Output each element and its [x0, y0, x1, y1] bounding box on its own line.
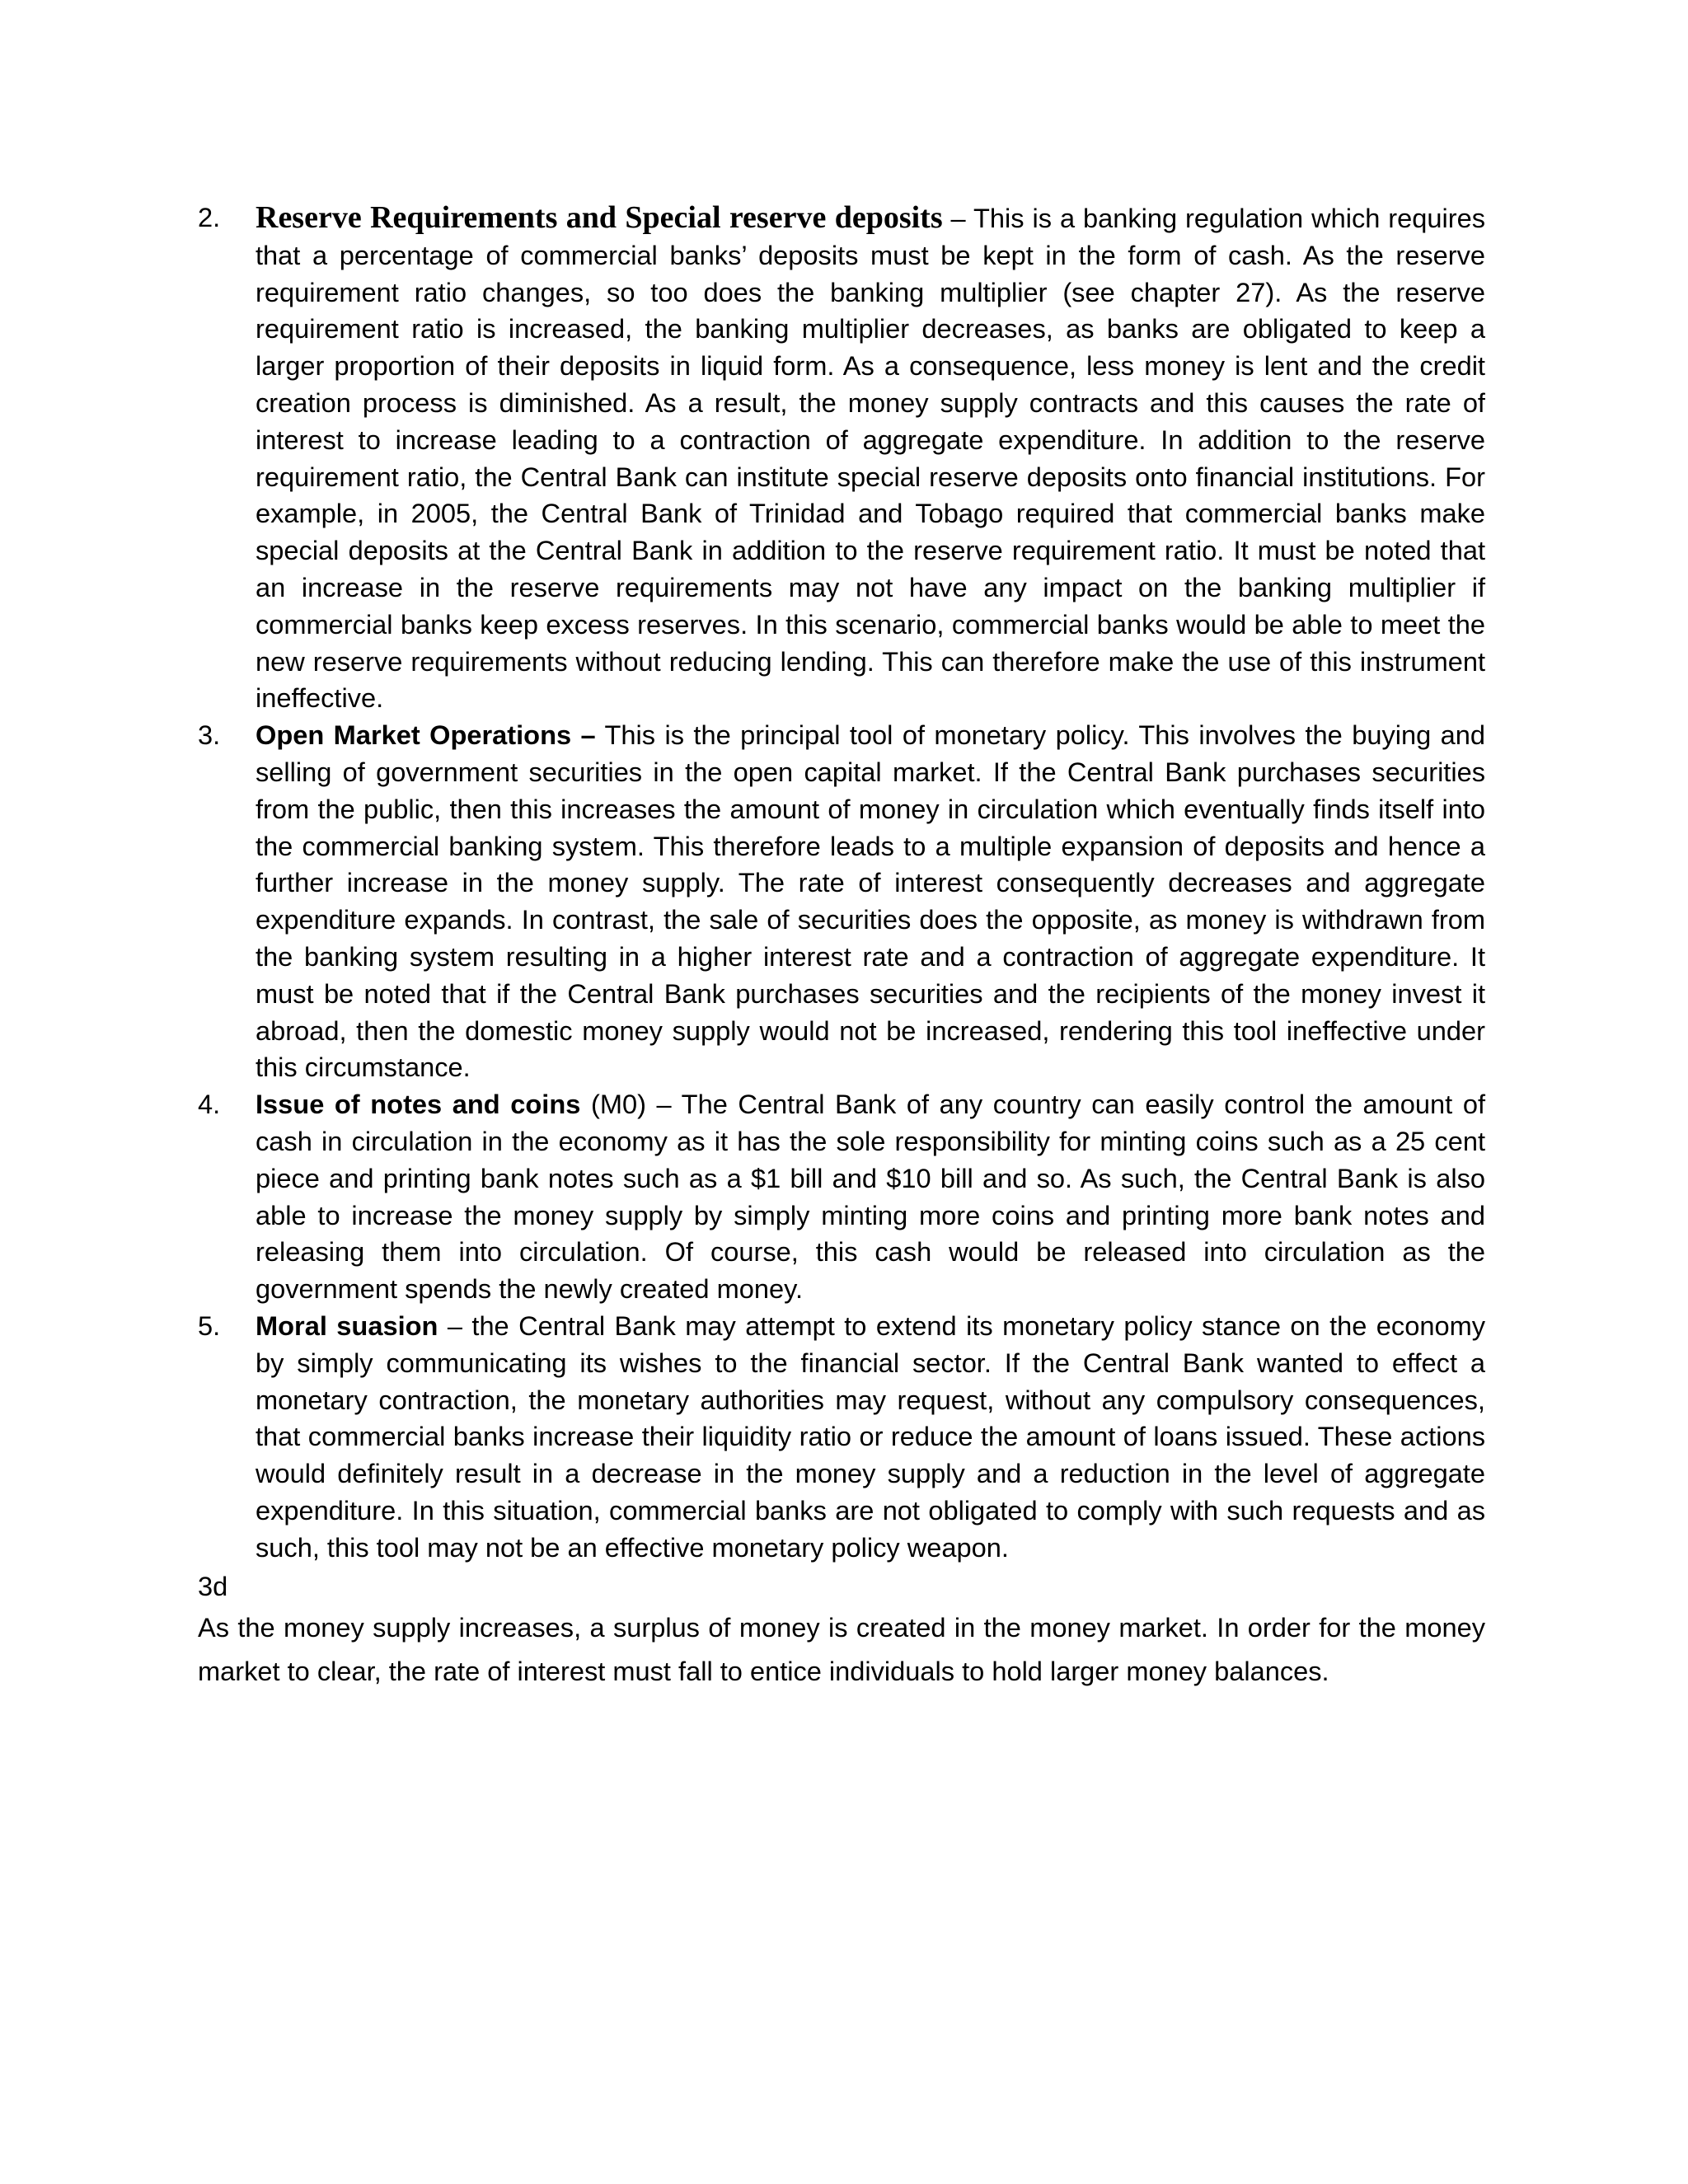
list-item-title: Reserve Requirements and Special reserve deposits — [256, 200, 943, 235]
list-item-text: This is the principal tool of monetary policy. This involves the buying and selling of government securities in the open capital market. If the Central Bank purchases securities from the public, then this increases the amount of money in circulation which eventually finds itself into the commercial banking system. This therefore leads to a multiple expansion of deposits and hence a further increase in the money supply. The rate of interest consequently decreases and aggregate expenditure expands. In contrast, the sale of securities does the opposite, as money is withdrawn from the banking system resulting in a higher interest rate and a contraction of aggregate expenditure. It must be noted that if the Central Bank purchases securities and the recipients of the money invest it abroad, then the domestic money supply would not be increased, rendering this tool ineffective under this circumstance. — [256, 719, 1485, 1083]
list-item-title: Open Market Operations – — [256, 719, 596, 751]
document-page — [198, 199, 1485, 1693]
list-item-number: 4. — [198, 1089, 221, 1120]
monetary-tools-list — [198, 199, 1485, 1566]
list-item-number: 2. — [198, 202, 221, 232]
list-item — [198, 717, 1485, 1086]
list-item — [198, 1308, 1485, 1567]
closing-paragraph: As the money supply increases, a surplus of money is created in the money market. In order for the money market to clear, the rate of interest must fall to entice individuals to hold larger money balances. — [198, 1612, 1485, 1687]
list-item — [198, 1086, 1485, 1308]
list-item — [198, 199, 1485, 717]
list-item-title: Issue of notes and coins — [256, 1089, 581, 1120]
list-item-text: – the Central Bank may attempt to extend its monetary policy stance on the economy by simply communicating its wishes to the financial sector. If the Central Bank wanted to effect a monetary contraction, the monetary authorities may request, without any compulsory consequences, that commercial banks increase their liquidity ratio or reduce the amount of loans issued. These actions would definitely result in a decrease in the money supply and a reduction in the level of aggregate expenditure. In this situation, commercial banks are not obligated to comply with such requests and as such, this tool may not be an effective monetary policy weapon. — [256, 1310, 1485, 1563]
list-item-number: 3. — [198, 719, 221, 751]
list-item-text: – This is a banking regulation which requires that a percentage of commercial banks’ deposits must be kept in the form of cash. As the reserve requirement ratio changes, so too does the banking multiplier (see chapter 27). As the reserve requirement ratio is increased, the banking multiplier decreases, as banks are obligated to keep a larger proportion of their deposits in liquid form. As a consequence, less money is lent and the credit creation process is diminished. As a result, the money supply contracts and this causes the rate of interest to increase leading to a contraction of aggregate expenditure. In addition to the reserve requirement ratio, the Central Bank can institute special reserve deposits onto financial institutions. For example, in 2005, the Central Bank of Trinidad and Tobago required that commercial banks make special deposits at the Central Bank in addition to the reserve requirement ratio. It must be noted that an increase in the reserve requirements may not have any impact on the banking multiplier if commercial banks keep excess reserves. In this scenario, commercial banks would be able to meet the new reserve requirements without reducing lending. This can therefore make the use of this instrument ineffective. — [256, 203, 1485, 714]
list-item-text: (M0) – The Central Bank of any country can easily control the amount of cash in circulation in the economy as it has the sole responsibility for minting coins such as a 25 cent piece and printing bank notes such as a $1 bill and $10 bill and so. As such, the Central Bank is also able to increase the money supply by simply minting more coins and printing more bank notes and releasing them into circulation. Of course, this cash would be released into circulation as the government spends the newly created money. — [256, 1089, 1485, 1305]
list-item-title: Moral suasion — [256, 1310, 438, 1341]
list-item-number: 5. — [198, 1310, 221, 1341]
section-label: 3d — [198, 1571, 228, 1602]
